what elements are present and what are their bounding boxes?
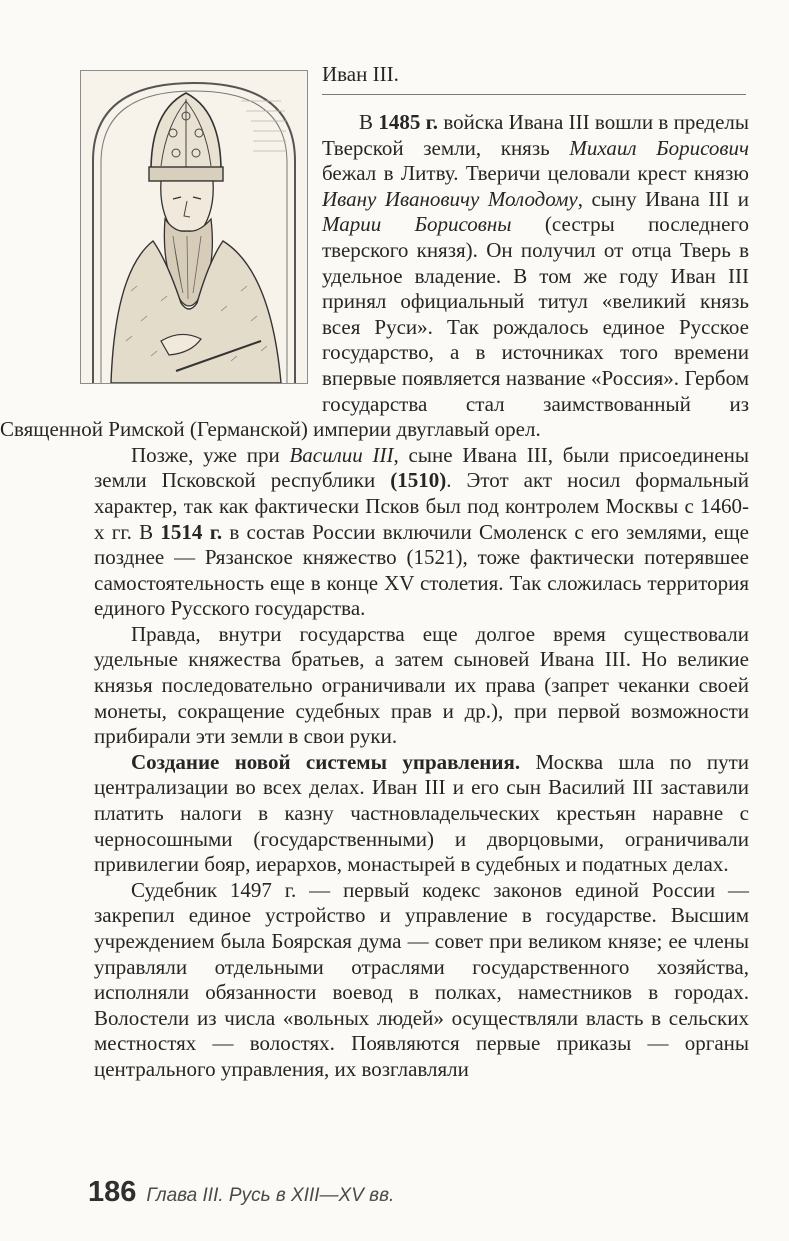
text-run: (сестры последнего тверского князя). Он получил от отца Тверь в удельное владение. В том же году Иван III принял официальный титул «великий князь всея Руси». Так рождалось единое Русское государство, а в источниках того времени впервые появляется название «Россия». Гербом государства стал заимствованный из Священной Римской (Германской) империи двуглавый орел. (0, 212, 750, 442)
image-caption: Иван III. (322, 60, 746, 95)
page-footer (88, 1176, 394, 1209)
name-ivan-molodoy: Ивану Ивановичу Молодому (322, 186, 578, 211)
chapter-title: Глава III. Русь в XIII—XV вв. (146, 1185, 395, 1206)
name-mikhail: Михаил Борисович (569, 135, 750, 160)
text-run: . Этот акт носил формальный характер, так как фактически Псков был под контролем Москвы с 1460-х гг. В (94, 468, 749, 544)
text-run: войска Ивана III вошли в пределы Тверской земли, князь (322, 110, 749, 160)
date-1514: 1514 г. (160, 519, 223, 544)
paragraph-2 (94, 443, 749, 622)
section-heading: Создание новой системы управления. (131, 749, 521, 774)
text-run: бежал в Литву. Тверичи целовали крест князю (322, 161, 749, 186)
text-run: , сыну Ивана III и (577, 186, 749, 211)
portrait-spacer (0, 110, 322, 400)
text-run: в состав России включили Смоленск с его землями, еще позднее — Рязанское княжество (1521), тоже фактически потерявшее самостоятельность еще в конце XV столетия. Так сложилась территория единого Русского государства. (94, 519, 749, 621)
text-run: Москва шла по пути централизации во всех делах. Иван III и его сын Василий III заставили платить налоги в казну частновладельческих крестьян наравне с черносошными (государственными) и дворцовыми, ограничивали привилегии бояр, иерархов, монастырей в судебных и податных делах. (94, 749, 749, 877)
text-run: В (359, 110, 379, 134)
text-run: , сыне Ивана III, были присоединены земли Псковской республики (94, 442, 749, 493)
name-vasily-iii: Василии III (289, 442, 394, 467)
main-text (0, 110, 789, 1083)
text-run: Позже, уже при (131, 442, 290, 467)
page-number: 186 (88, 1176, 137, 1208)
name-maria: Марии Борисовны (322, 212, 512, 237)
paragraph-5: Судебник 1497 г. — первый кодекс законов единой России — закрепил единое устройство и управление в государстве. Высшим учреждением была Боярская дума — совет при великом князе; ее члены управляли отдельными отраслями государственного хозяйства, исполняли обязанности воевод в полках, наместников в городах. Волостели из числа «вольных людей» осуществляли власть в сельских местностях — волостях. Появляются первые приказы — органы центрального управления, их возглавляли (94, 877, 749, 1081)
date-1510: (1510) (390, 468, 447, 493)
paragraph-3: Правда, внутри государства еще долгое время существовали удельные княжества братьев, а затем сыновей Ивана III. Но великие князья последовательно ограничивали их права (запрет чеканки своей монеты, сокращение судебных прав и др.), при первой возможности прибирали эти земли в свои руки. (94, 621, 749, 749)
paragraph-4 (94, 750, 749, 878)
date-1485: 1485 г. (378, 110, 439, 134)
